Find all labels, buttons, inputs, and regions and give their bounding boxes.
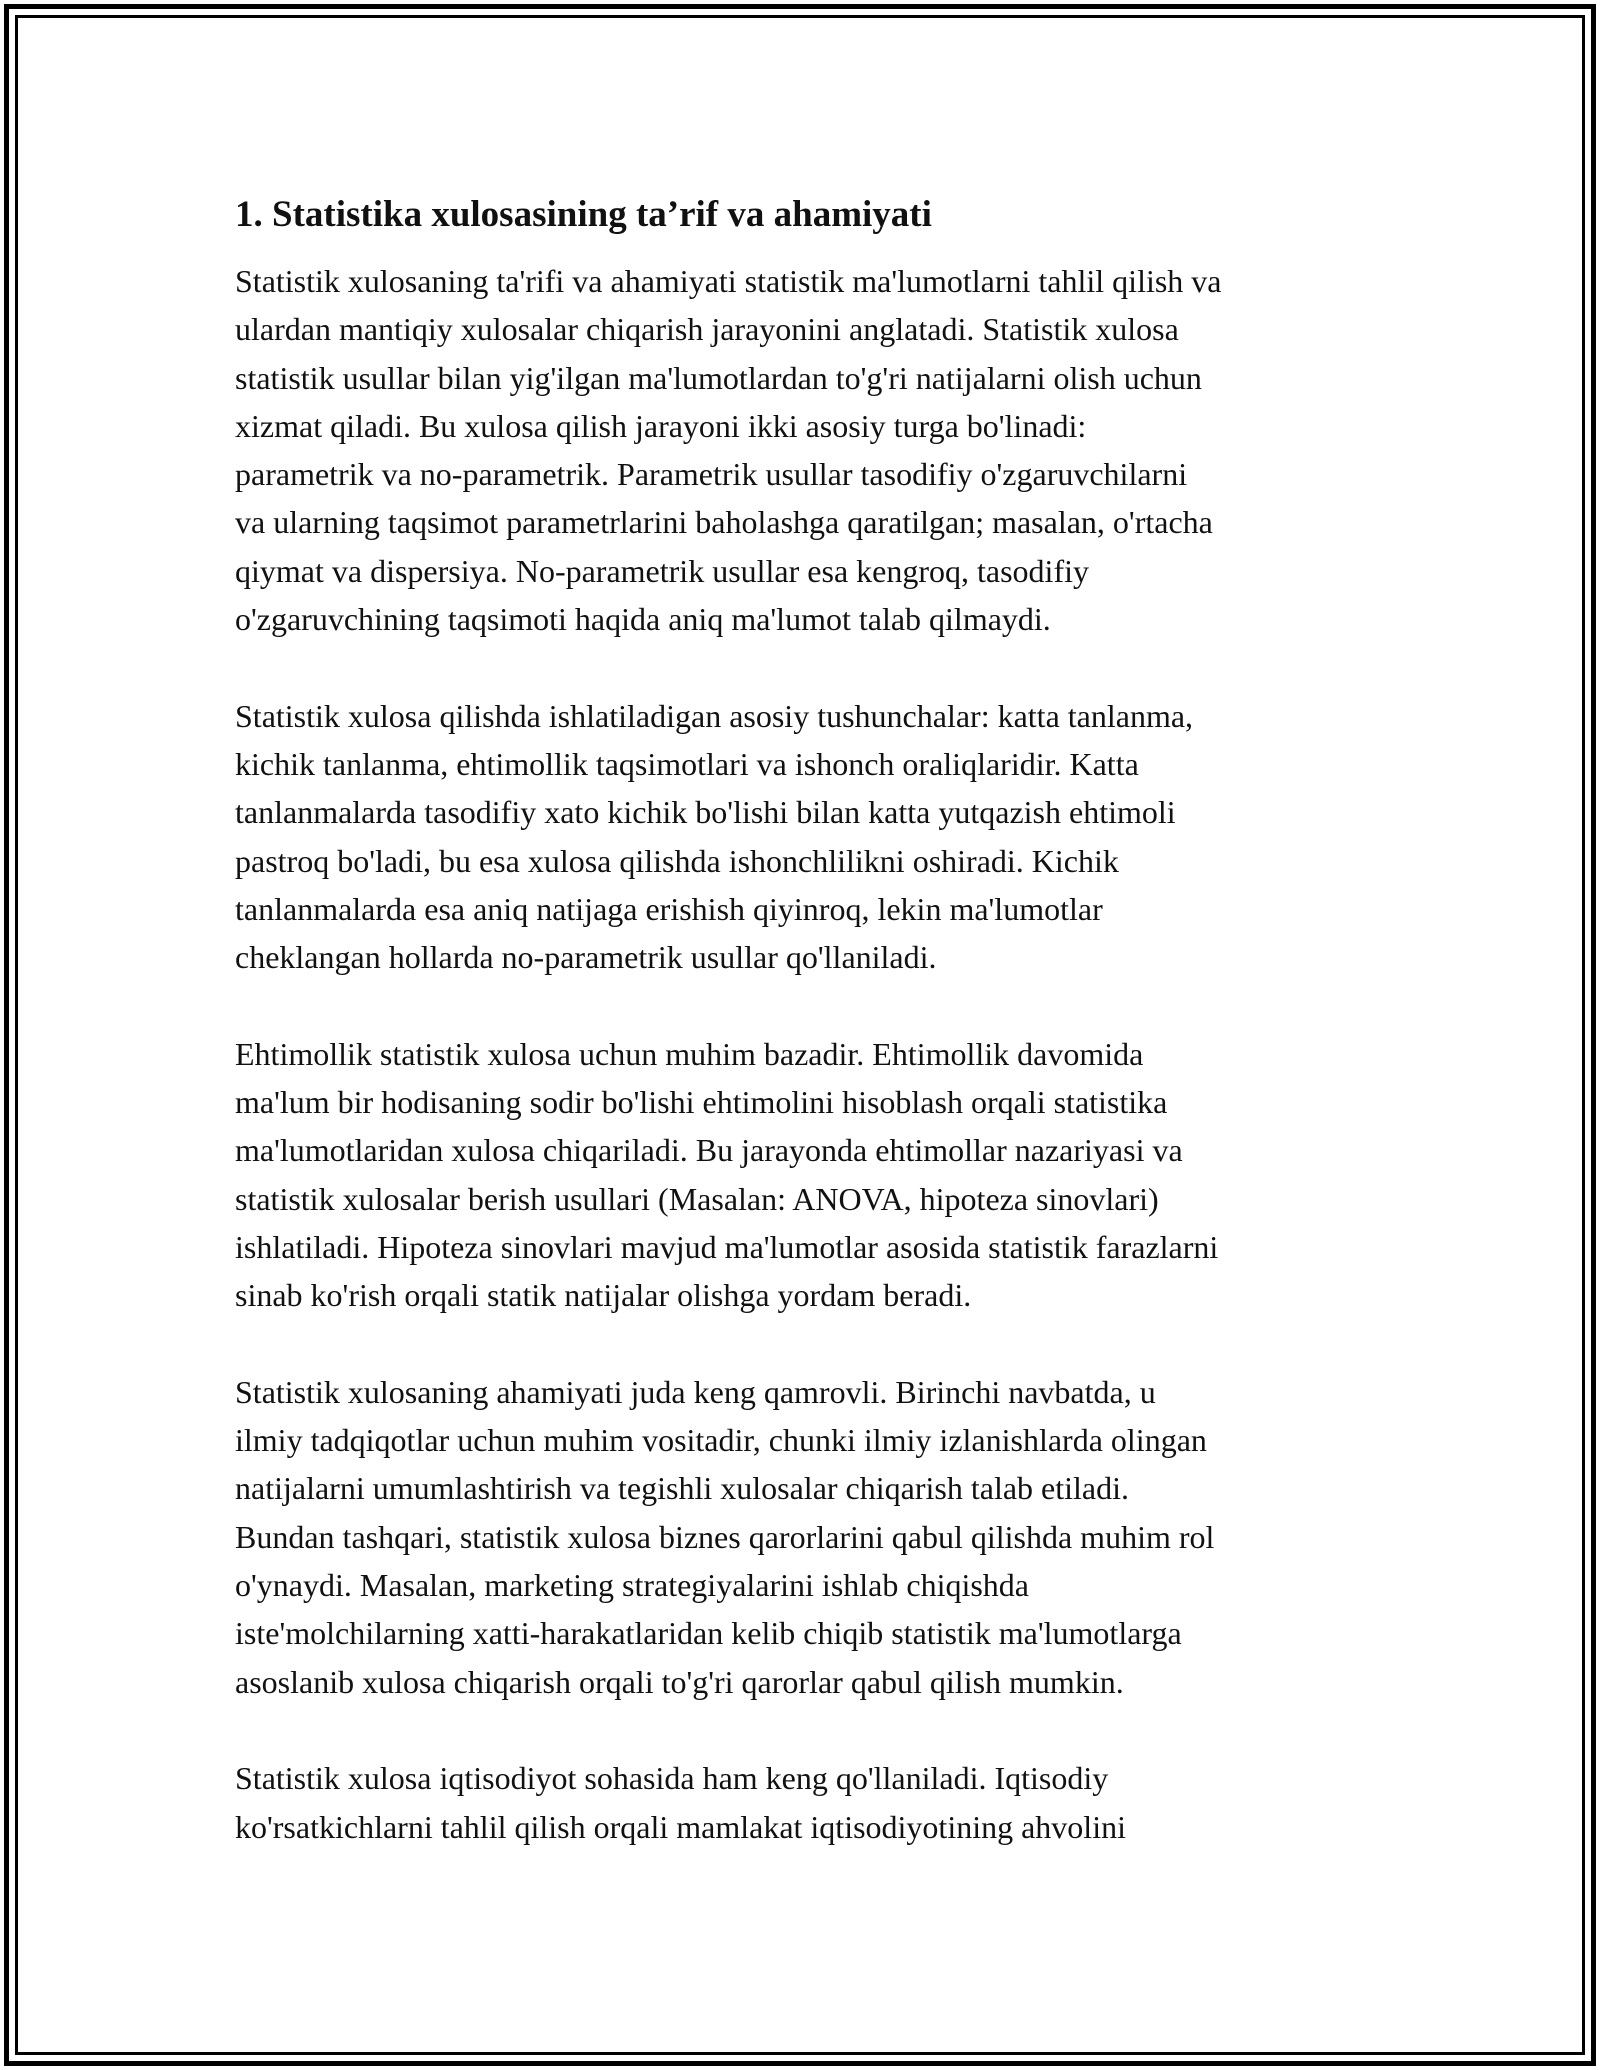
section-heading: 1. Statistika xulosasining ta’rif va ahamiyati bbox=[235, 194, 932, 235]
paragraph-key-concepts: Statistik xulosa qilishda ishlatiladigan asosiy tushunchalar: katta tanlanma, kichik tanlanma, ehtimollik taqsimotlari va ishonch oraliqlaridir. Katta tanlanmalarda tasodifiy xato kichik bo'lishi bilan katta yutqazish ehtimoli pastroq bo'ladi, bu esa xulosa qilishda ishonchlilikni oshiradi. Kichik tanlanmalarda esa aniq natijaga erishish qiyinroq, lekin ma'lumotlar cheklangan hollarda no-parametrik usullar qo'llaniladi. bbox=[235, 697, 1194, 976]
document-body bbox=[235, 187, 1380, 1899]
paragraph-probability: Ehtimollik statistik xulosa uchun muhim bazadir. Ehtimollik davomida ma'lum bir hodisaning sodir bo'lishi ehtimolini hisoblash orqali statistika ma'lumotlaridan xulosa chiqariladi. Bu jarayonda ehtimollar nazariyasi va statistik xulosalar berish usullari (Masalan: ANOVA, hipoteza sinovlari) ishlatiladi. Hipoteza sinovlari mavjud ma'lumotlar asosida statistik farazlarni sinab ko'rish orqali statik natijalar olishga yordam beradi. bbox=[235, 1035, 1219, 1314]
paragraph-definition: Statistik xulosaning ta'rifi va ahamiyati statistik ma'lumotlarni tahlil qilish va ulardan mantiqiy xulosalar chiqarish jarayonini anglatadi. Statistik xulosa statistik usullar bilan yig'ilgan ma'lumotlardan to'g'ri natijalarni olish uchun xizmat qiladi. Bu xulosa qilish jarayoni ikki asosiy turga bo'linadi: parametrik va no-parametrik. Parametrik usullar tasodifiy o'zgaruvchilarni va ularning taqsimot parametrlarini baholashga qaratilgan; masalan, o'rtacha qiymat va dispersiya. No-parametrik usullar esa kengroq, tasodifiy o'zgaruvchining taqsimoti haqida aniq ma'lumot talab qilmaydi. bbox=[235, 263, 1222, 638]
paragraph-importance: Statistik xulosaning ahamiyati juda keng qamrovli. Birinchi navbatda, u ilmiy tadqiqotlar uchun muhim vositadir, chunki ilmiy izlanishlarda olingan natijalarni umumlashtirish va tegishli xulosalar chiqarish talab etiladi. Bundan tashqari, statistik xulosa biznes qarorlarini qabul qilishda muhim rol o'ynaydi. Masalan, marketing strategiyalarini ishlab chiqishda iste'molchilarning xatti-harakatlaridan kelib chiqib statistik ma'lumotlarga asoslanib xulosa chiqarish orqali to'g'ri qarorlar qabul qilish mumkin. bbox=[235, 1373, 1215, 1700]
paragraph-economics: Statistik xulosa iqtisodiyot sohasida ham keng qo'llaniladi. Iqtisodiy ko'rsatkichlarni tahlil qilish orqali mamlakat iqtisodiyotining ahvolini bbox=[235, 1760, 1126, 1845]
